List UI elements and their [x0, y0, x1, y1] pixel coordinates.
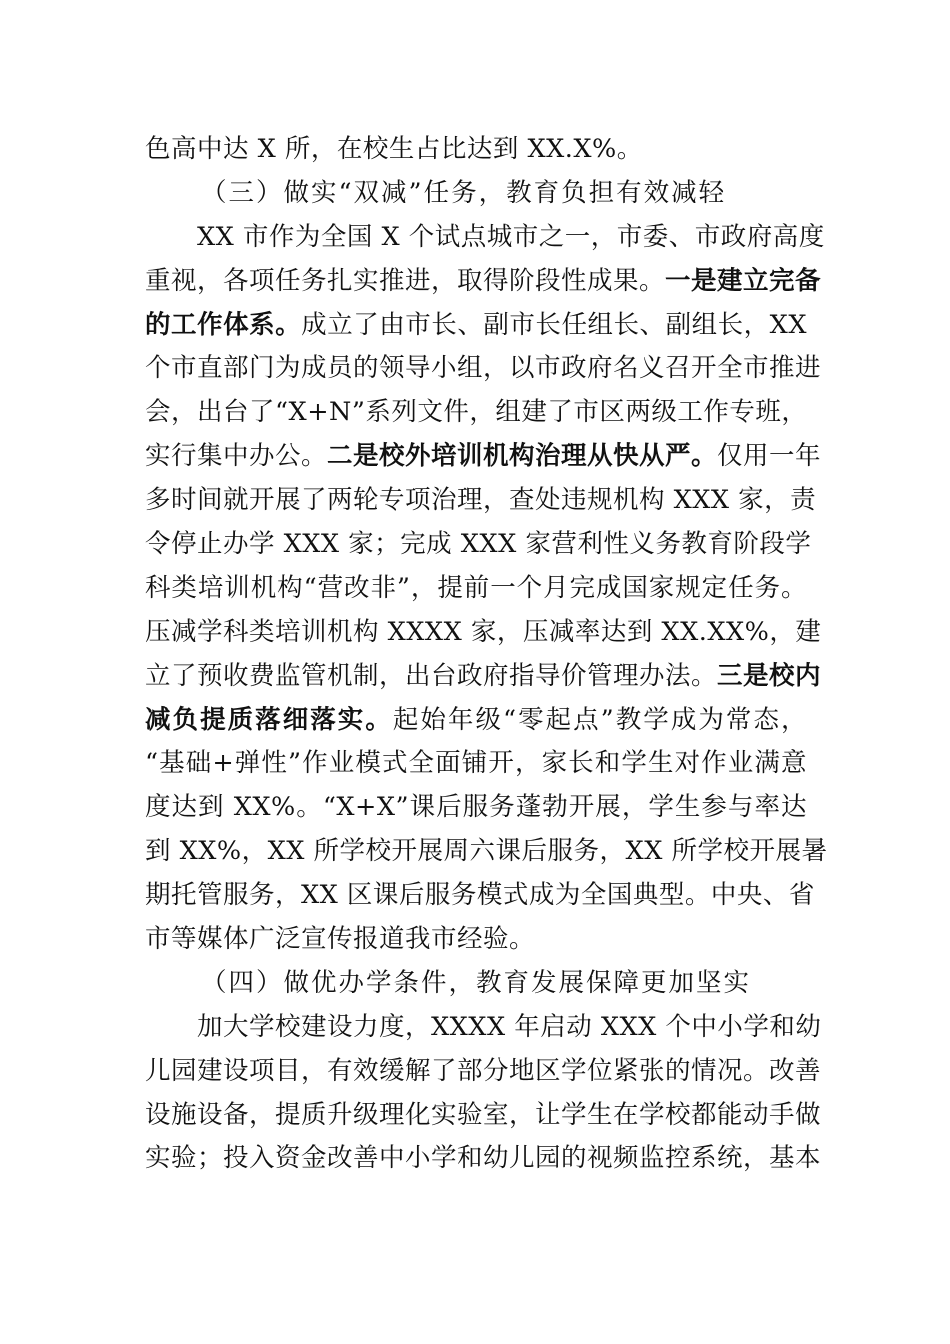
bold-phrase: 三是校内: [717, 660, 822, 691]
text-line: [145, 435, 822, 479]
text-line: [145, 699, 807, 743]
text-run: 起始年级“零起点”教学成为常态，: [392, 704, 807, 735]
text-run: 重视，各项任务扎实推进，取得阶段性成果。: [145, 265, 666, 296]
text-line: 设施设备，提质升级理化实验室，让学生在学校都能动手做: [145, 1099, 822, 1130]
text-line: 会，出台了“X+N”系列文件，组建了市区两级工作专班，: [145, 397, 808, 428]
text-line: 期托管服务，XX 区课后服务模式成为全国典型。中央、省: [145, 880, 815, 911]
text-line: [145, 260, 822, 304]
text-line: 科类培训机构“营改非”，提前一个月完成国家规定任务。: [145, 572, 807, 603]
text-line: 色高中达 X 所，在校生占比达到 XX.X%。: [145, 134, 643, 164]
text-line: 儿园建设项目，有效缓解了部分地区学位紧张的情况。改善: [145, 1055, 822, 1086]
text-line: 度达到 XX%。“X+X”课后服务蓬勃开展，学生参与率达: [145, 792, 807, 823]
text-run: 立了预收费监管机制，出台政府指导价管理办法。: [145, 660, 718, 691]
text-line: [145, 655, 822, 699]
document-body: [145, 128, 828, 1181]
bold-phrase: 一是建立完备: [665, 265, 822, 296]
text-line: 市等媒体广泛宣传报道我市经验。: [145, 924, 536, 955]
bold-phrase: 的工作体系。: [145, 309, 302, 340]
text-line: [145, 304, 807, 348]
text-line: 多时间就开展了两轮专项治理，查处违规机构 XXX 家，责: [145, 485, 817, 516]
text-run: 实行集中办公。: [145, 441, 328, 472]
bold-phrase: 减负提质落细落实。: [145, 704, 393, 735]
text-run: 成立了由市长、副市长任组长、副组长，XX: [301, 309, 807, 340]
text-run: 仅用一年: [717, 441, 822, 472]
text-line: 令停止办学 XXX 家；完成 XXX 家营利性义务教育阶段学: [145, 529, 812, 560]
text-line: 加大学校建设力度，XXXX 年启动 XXX 个中小学和幼: [197, 1011, 822, 1042]
bold-phrase: 二是校外培训机构治理从快从严。: [327, 441, 718, 472]
text-line: 到 XX%，XX 所学校开展周六课后服务，XX 所学校开展暑: [145, 836, 828, 867]
text-line: 个市直部门为成员的领导小组，以市政府名义召开全市推进: [145, 353, 822, 384]
section-heading-three: （三）做实“双减”任务，教育负担有效减轻: [201, 177, 727, 208]
text-line: XX 市作为全国 X 个试点城市之一，市委、市政府高度: [197, 221, 825, 252]
section-heading-four: （四）做优办学条件，教育发展保障更加坚实: [201, 967, 752, 998]
text-line: 实验；投入资金改善中小学和幼儿园的视频监控系统，基本: [145, 1143, 822, 1174]
text-line: 压减学科类培训机构 XXXX 家，压减率达到 XX.XX%，建: [145, 616, 822, 647]
text-line: “基础+弹性”作业模式全面铺开，家长和学生对作业满意: [145, 748, 807, 779]
